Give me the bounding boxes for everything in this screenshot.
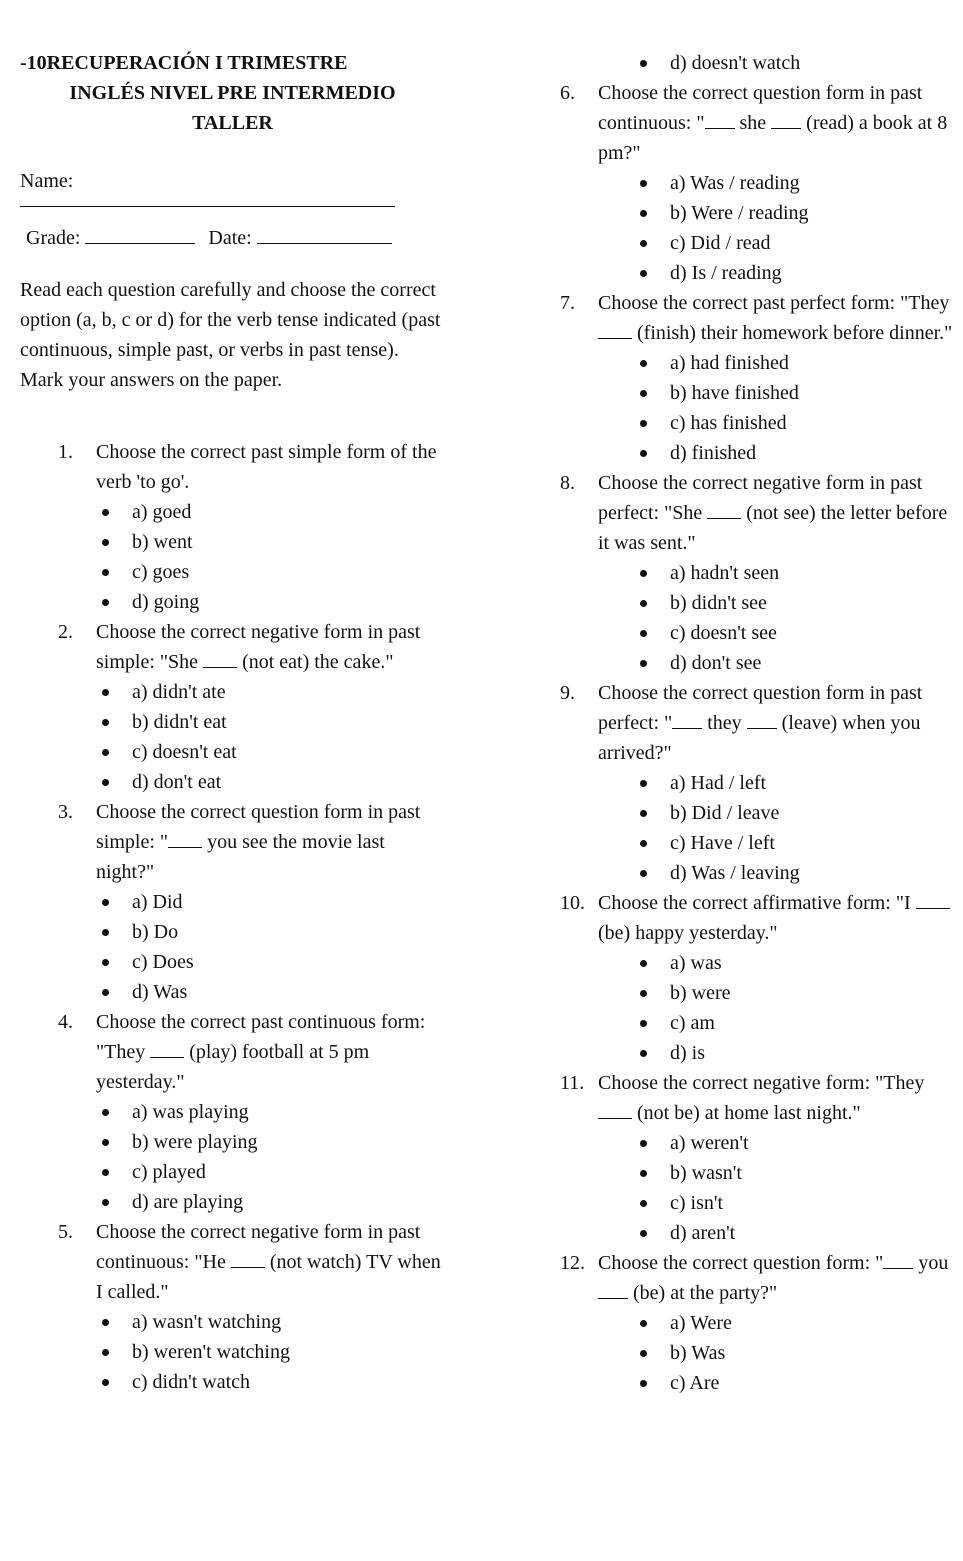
answer-blank[interactable] [883, 1248, 913, 1269]
question-number: 12. [560, 1252, 585, 1274]
question-text: (not watch) TV when I called." [96, 1251, 441, 1303]
option[interactable]: c) Does [132, 947, 445, 977]
question-text: (not eat) the cake." [242, 651, 394, 673]
question-text: Choose the correct past simple form of the verb 'to go'. [96, 441, 437, 493]
option[interactable]: c) goes [132, 557, 445, 587]
option[interactable]: a) didn't ate [132, 677, 445, 707]
question-3 [58, 797, 445, 887]
options-7 [555, 348, 955, 468]
question-12 [560, 1248, 955, 1308]
option[interactable]: b) Did / leave [670, 798, 955, 828]
question-number: 11. [560, 1072, 585, 1094]
question-text: (leave) when you arrived?" [598, 712, 921, 764]
question-text: they [707, 712, 747, 734]
option[interactable]: a) goed [132, 497, 445, 527]
question-9 [560, 678, 955, 768]
option[interactable]: c) Did / read [670, 228, 955, 258]
answer-blank[interactable] [231, 1247, 265, 1268]
options-8 [555, 558, 955, 678]
option[interactable]: d) Was [132, 977, 445, 1007]
question-text: you [918, 1252, 949, 1274]
question-4 [58, 1007, 445, 1097]
option[interactable]: d) is [670, 1038, 955, 1068]
question-text: Choose the correct affirmative form: "I [598, 892, 916, 914]
option[interactable]: b) Were / reading [670, 198, 955, 228]
question-number: 1. [58, 441, 73, 463]
option[interactable]: b) were [670, 978, 955, 1008]
question-8 [560, 468, 955, 558]
question-text: Choose the correct question form in past continuous: " [598, 82, 923, 134]
question-number: 4. [58, 1011, 73, 1033]
option[interactable]: d) don't see [670, 648, 955, 678]
question-number: 7. [560, 292, 575, 314]
answer-blank[interactable] [168, 827, 202, 848]
grade-label: Grade: [26, 227, 81, 249]
option[interactable]: c) Have / left [670, 828, 955, 858]
option[interactable]: d) are playing [132, 1187, 445, 1217]
name-label: Name: [20, 170, 74, 192]
question-10 [560, 888, 955, 948]
option[interactable]: c) doesn't eat [132, 737, 445, 767]
question-number: 3. [58, 801, 73, 823]
option[interactable]: b) were playing [132, 1127, 445, 1157]
option[interactable]: d) don't eat [132, 767, 445, 797]
question-text: (be) at the party?" [633, 1282, 778, 1304]
options-9 [555, 768, 955, 888]
option[interactable]: b) have finished [670, 378, 955, 408]
name-line[interactable] [20, 196, 395, 207]
question-text: Choose the correct negative form in past continuous: "He [96, 1221, 421, 1273]
question-number: 2. [58, 621, 73, 643]
option[interactable]: a) wasn't watching [132, 1307, 445, 1337]
left-column [20, 48, 445, 1397]
option[interactable]: d) finished [670, 438, 955, 468]
option[interactable]: d) Is / reading [670, 258, 955, 288]
question-text: Choose the correct negative form in past simple: "She [96, 621, 421, 673]
instructions: Read each question carefully and choose the correct option (a, b, c or d) for the verb tense indicated (past continuous, simple past, or verbs in past tense). Mark your answers on the paper. [20, 279, 441, 391]
answer-blank[interactable] [598, 318, 632, 339]
option[interactable]: a) hadn't seen [670, 558, 955, 588]
option[interactable]: a) Was / reading [670, 168, 955, 198]
option[interactable]: b) didn't eat [132, 707, 445, 737]
doc-title: -10RECUPERACIÓN I TRIMESTRE [20, 52, 348, 74]
options-2 [20, 677, 445, 797]
option[interactable]: d) doesn't watch [670, 48, 955, 78]
option[interactable]: c) isn't [670, 1188, 955, 1218]
options-3 [20, 887, 445, 1007]
options-10 [555, 948, 955, 1068]
option[interactable]: b) Was [670, 1338, 955, 1368]
answer-blank[interactable] [598, 1098, 632, 1119]
subtitle: TALLER [192, 112, 273, 134]
question-6 [560, 78, 955, 168]
question-text: you see the movie last night?" [96, 831, 385, 883]
options-12 [555, 1308, 955, 1398]
grade-input[interactable] [85, 223, 195, 244]
question-number: 5. [58, 1221, 73, 1243]
date-label: Date: [208, 227, 252, 249]
question-number: 6. [560, 82, 575, 104]
date-input[interactable] [257, 223, 392, 244]
option[interactable]: c) doesn't see [670, 618, 955, 648]
course-title: INGLÉS NIVEL PRE INTERMEDIO [69, 82, 396, 104]
options-6 [555, 168, 955, 288]
grade-date-row [20, 223, 445, 253]
option[interactable]: d) Was / leaving [670, 858, 955, 888]
option[interactable]: b) weren't watching [132, 1337, 445, 1367]
answer-blank[interactable] [771, 108, 801, 129]
answer-blank[interactable] [203, 647, 237, 668]
question-text: (read) a book at 8 pm?" [598, 112, 948, 164]
option[interactable]: a) weren't [670, 1128, 955, 1158]
question-text: (not see) the letter before it was sent." [598, 502, 948, 554]
question-text: (play) football at 5 pm yesterday." [96, 1041, 370, 1093]
question-7 [560, 288, 955, 348]
question-text: she [739, 112, 772, 134]
question-number: 10. [560, 892, 585, 914]
option[interactable]: a) Did [132, 887, 445, 917]
answer-blank[interactable] [672, 708, 702, 729]
answer-blank[interactable] [916, 888, 950, 909]
question-text: Choose the correct past perfect form: "They [598, 292, 950, 314]
question-text: Choose the correct question form in past simple: " [96, 801, 421, 853]
options-11 [555, 1128, 955, 1248]
option[interactable]: d) aren't [670, 1218, 955, 1248]
question-text: Choose the correct question form: " [598, 1252, 884, 1274]
option[interactable]: a) was playing [132, 1097, 445, 1127]
name-field[interactable] [20, 166, 445, 196]
option[interactable]: c) has finished [670, 408, 955, 438]
options-5-continued [555, 48, 955, 78]
option[interactable]: c) Are [670, 1368, 955, 1398]
answer-blank[interactable] [598, 1278, 628, 1299]
question-5 [58, 1217, 445, 1307]
question-2 [58, 617, 445, 677]
answer-blank[interactable] [707, 498, 741, 519]
question-number: 8. [560, 472, 575, 494]
question-text: Choose the correct question form in past perfect: " [598, 682, 923, 734]
question-text: (be) happy yesterday." [598, 922, 778, 944]
question-text: (finish) their homework before dinner." [637, 322, 953, 344]
option[interactable]: b) Do [132, 917, 445, 947]
option[interactable]: a) was [670, 948, 955, 978]
question-text: Choose the correct past continuous form: "They [96, 1011, 426, 1063]
option[interactable]: b) wasn't [670, 1158, 955, 1188]
question-text: Choose the correct negative form in past perfect: "She [598, 472, 923, 524]
option[interactable]: a) Had / left [670, 768, 955, 798]
option[interactable]: a) had finished [670, 348, 955, 378]
answer-blank[interactable] [150, 1037, 184, 1058]
options-5 [20, 1307, 445, 1397]
option[interactable]: c) am [670, 1008, 955, 1038]
option[interactable]: d) going [132, 587, 445, 617]
question-number: 9. [560, 682, 575, 704]
question-text: Choose the correct negative form: "They [598, 1072, 925, 1094]
answer-blank[interactable] [705, 108, 735, 129]
right-column [555, 48, 955, 1398]
option[interactable]: b) went [132, 527, 445, 557]
answer-blank[interactable] [747, 708, 777, 729]
options-4 [20, 1097, 445, 1217]
option[interactable]: c) played [132, 1157, 445, 1187]
option[interactable]: b) didn't see [670, 588, 955, 618]
option[interactable]: a) Were [670, 1308, 955, 1338]
question-1 [58, 437, 445, 497]
question-11 [560, 1068, 955, 1128]
question-text: (not be) at home last night." [637, 1102, 861, 1124]
options-1 [20, 497, 445, 617]
option[interactable]: c) didn't watch [132, 1367, 445, 1397]
